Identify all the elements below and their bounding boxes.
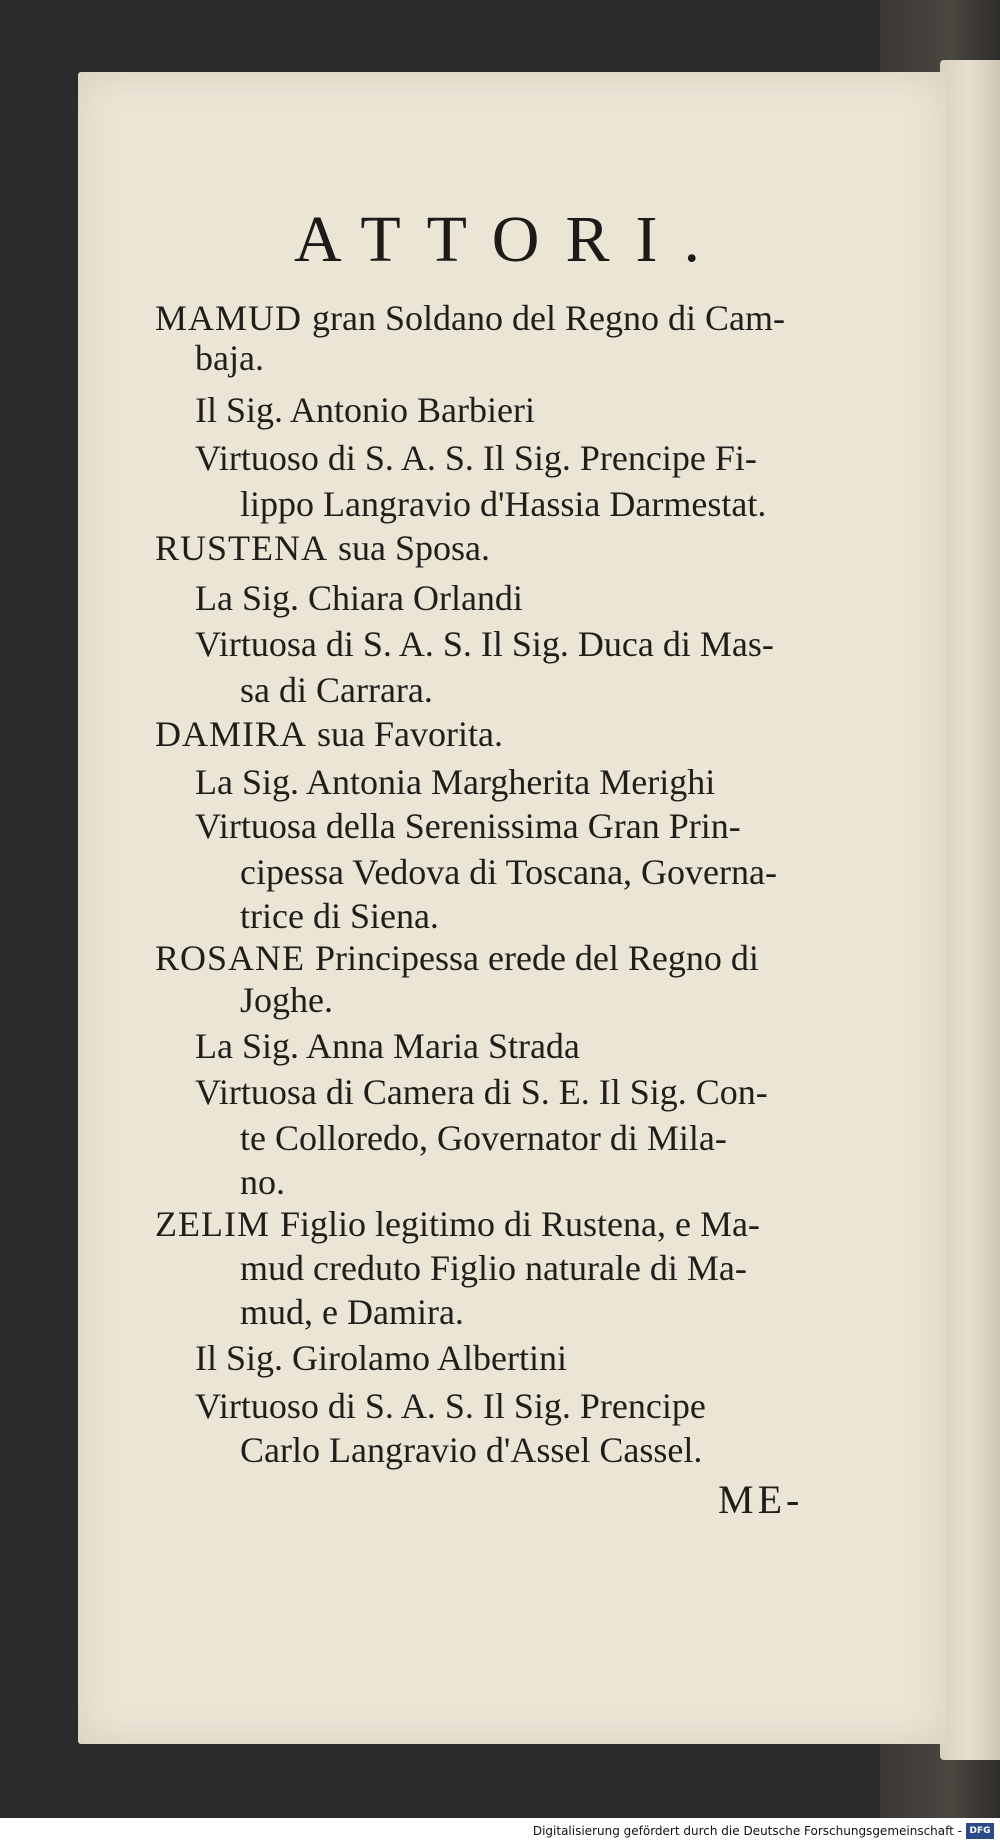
role-description-continued: baja.: [195, 338, 264, 378]
role-description-continued: mud, e Damira.: [240, 1292, 464, 1332]
singer-credit: trice di Siena.: [240, 896, 439, 936]
singer-credit: cipessa Vedova di Toscana, Governa-: [240, 852, 777, 892]
singer-credit: sa di Carrara.: [240, 670, 433, 710]
role-line: [155, 1206, 760, 1242]
adjacent-page-edge: [940, 60, 1000, 1760]
singer-credit: Virtuosa di S. A. S. Il Sig. Duca di Mas-: [195, 624, 774, 664]
role-description-continued: mud creduto Figlio naturale di Ma-: [240, 1248, 747, 1288]
role-line: [155, 300, 785, 336]
role-description: sua Sposa.: [338, 528, 491, 568]
singer-name: Il Sig. Antonio Barbieri: [195, 390, 535, 430]
role-line: [155, 940, 759, 976]
singer-credit: Carlo Langravio d'Assel Cassel.: [240, 1430, 703, 1470]
singer-name: Il Sig. Girolamo Albertini: [195, 1338, 567, 1378]
role-description: Principessa erede del Regno di: [315, 938, 759, 978]
role-description: sua Favorita.: [317, 714, 503, 754]
singer-credit: te Colloredo, Governator di Mila-: [240, 1118, 727, 1158]
page-title: ATTORI.: [294, 203, 726, 277]
role-description-continued: Joghe.: [240, 980, 333, 1020]
role-name: ROSANE: [155, 938, 306, 978]
role-description: gran Soldano del Regno di Cam-: [312, 298, 785, 338]
singer-credit: Virtuoso di S. A. S. Il Sig. Prencipe Fi-: [195, 438, 757, 478]
role-name: MAMUD: [155, 298, 303, 338]
singer-name: La Sig. Antonia Margherita Merighi: [195, 762, 716, 802]
singer-name: La Sig. Chiara Orlandi: [195, 578, 523, 618]
catchword: ME-: [718, 1477, 804, 1522]
role-line: [155, 530, 490, 566]
role-name: ZELIM: [155, 1204, 270, 1244]
role-name: RUSTENA: [155, 528, 329, 568]
role-name: DAMIRA: [155, 714, 308, 754]
singer-credit: Virtuosa della Serenissima Gran Prin-: [195, 806, 741, 846]
singer-credit: lippo Langravio d'Hassia Darmestat.: [240, 484, 767, 524]
digitization-footer: Digitalisierung gefördert durch die Deutsche Forschungsgemeinschaft -: [0, 1818, 1000, 1844]
singer-credit: Virtuosa di Camera di S. E. Il Sig. Con-: [195, 1072, 768, 1112]
dfg-logo: DFG: [966, 1823, 994, 1839]
singer-name: La Sig. Anna Maria Strada: [195, 1026, 580, 1066]
role-description: Figlio legitimo di Rustena, e Ma-: [279, 1204, 760, 1244]
singer-credit: Virtuoso di S. A. S. Il Sig. Prencipe: [195, 1386, 706, 1426]
singer-credit: no.: [240, 1162, 285, 1202]
role-line: [155, 716, 503, 752]
